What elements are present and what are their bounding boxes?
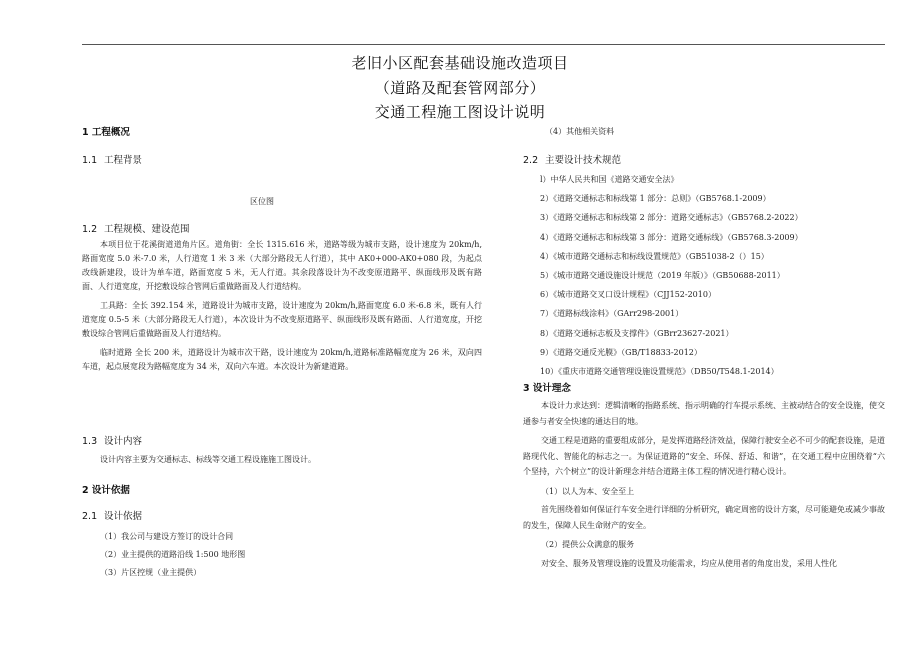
right-body-block (523, 398, 885, 571)
list-item: 4）《道路交通标志和标线第 3 部分：道路交通标线》（GB5768.3-2009） (540, 232, 803, 242)
list-item: 7）《道路标线涂料》（GArr298-2001） (540, 309, 684, 319)
section-1-2-heading (82, 221, 190, 235)
doc-title-line3: 交通工程施工图设计说明 (374, 103, 546, 121)
paragraph-safety: 首先围绕着如何保证行车安全进行详细的分析研究，确定周密的设计方案，尽可能避免或减少事故的发生，保障人民生命财产的安全。 (523, 505, 885, 530)
section-1-heading: 1 工程概况 (82, 127, 130, 138)
paragraph-temporary-road: 临时道路 全长 200 米，道路设计为城市次干路，设计速度为 20km/h,道路标准路幅宽度为 26 米，双向四车道，起点展宽段为路幅宽度为 34 米，双向六车道。本次设计为新建道路。 (82, 348, 482, 371)
list-item: 3）《道路交通标志和标线第 2 部分：道路交通标志》（GB5768.2-2022） (540, 213, 803, 223)
concept-1: （1）以人为本、安全至上 (541, 486, 635, 496)
section-title: 设计依据 (104, 511, 143, 522)
basis-list (100, 528, 245, 582)
list-item: 8）《道路交通标志板及支撑件》（GBrr23627-2021） (540, 328, 734, 338)
paragraph-design-goal: 本设计力求达到：逻辑清晰的指路系统、指示明确的行车提示系统、主被动结合的安全设施，使交通参与者安全快速的通达目的地。 (523, 401, 885, 426)
section-number: 2.1 (82, 511, 98, 522)
section-1-1-heading (82, 152, 142, 166)
list-item: l）中华人民共和国《道路交通安全法》 (540, 175, 679, 184)
section-2-1-heading (82, 508, 142, 522)
section-number: 1.1 (82, 155, 98, 166)
location-map-label: 区位图 (250, 197, 274, 206)
header-rule (82, 44, 885, 45)
paragraph-service: 对安全、服务及管理设施的设置及功能需求，均应从使用者的角度出发，采用人性化 (541, 558, 837, 568)
left-body-block (82, 238, 482, 374)
section-3-heading: 3 设计理念 (523, 383, 571, 394)
basis-item-4: （4）其他相关资料 (545, 127, 615, 136)
list-item: 9）《道路交通反光膜》（GB/T18833-2012） (540, 347, 702, 357)
concept-2: （2）提供公众满意的服务 (541, 540, 635, 549)
list-item: （1）我公司与建设方签订的设计合同 (100, 532, 234, 541)
section-title: 工程规模、建设范围 (104, 224, 190, 235)
doc-title-line2: （道路及配套管网部分） (374, 79, 546, 97)
paragraph-gongju-road: 工具路：全长 392.154 米，道路设计为城市支路，设计速度为 20km/h,路面宽度 6.0 米-6.8 米，既有人行道宽度 0.5-5 米（大部分路段无人行道），本次设计为不改变原道路平、纵面线形及既有路面、人行道宽度，开挖敷设综合管网后重做路面及人行道结构。 (82, 301, 482, 338)
section-2-heading: 2 设计依据 (82, 485, 130, 496)
list-item: 2）《道路交通标志和标线第 1 部分：总则》（GB5768.1-2009） (540, 194, 771, 204)
list-item: 4）《城市道路交通标志和标线设置规范》（GB51038-2（）15） (540, 251, 769, 261)
standards-list (540, 170, 803, 381)
section-2-2-heading (523, 152, 621, 166)
paragraph-traffic-engineering: 交通工程是道路的重要组成部分，是发挥道路经济效益，保障行驶安全必不可少的配套设施，是道路现代化、智能化的标志之一。为保证道路的“安全、环保、舒适、和谐”，在交通工程中应围绕着“六个坚持，六个树立”的设计新理念并结合道路主体工程的情况进行精心设计。 (523, 436, 885, 476)
section-title: 工程背景 (104, 155, 143, 166)
paragraph-design-content: 设计内容主要为交通标志、标线等交通工程设施施工图设计。 (100, 455, 316, 464)
list-item: （2）业主提供的道路沿线 1:500 地形图 (100, 550, 246, 559)
section-number: 1.2 (82, 224, 98, 235)
list-item: 5）《城市道路交通设施设计规范（2019 年版）》（GB50688-2011） (540, 271, 785, 281)
section-1-3-heading (82, 433, 142, 447)
section-title: 主要设计技术规范 (545, 155, 622, 166)
paragraph-daojiao-street: 本项目位于花溪街道道角片区。道角街：全长 1315.616 米，道路等级为城市支路，设计速度为 20km/h,路面宽度 5.0 米-7.0 米，人行道宽 1 米 3 米（大部分路段无人行道），其中 AK0+000-AK0+080 段，为起点改线新建段，设计为单车道，路面宽度 5 米，无人行道。其余段落设计为不改变原道路平、纵面线形及既有路面、人行道宽度，开挖敷设综合管网后重做路面及人行道结构。 (82, 240, 482, 291)
doc-title-line1: 老旧小区配套基础设施改造项目 (351, 54, 569, 72)
section-title: 设计内容 (104, 436, 143, 447)
list-item: （3）片区控规（业主提供） (100, 568, 202, 577)
list-item: 6）《城市道路交叉口设计规程》（CJJ152-2010） (540, 290, 716, 300)
section-number: 2.2 (523, 155, 539, 166)
section-number: 1.3 (82, 436, 98, 447)
list-item: 10）《重庆市道路交通管理设施设置规范》（DB50/T548.1-2014） (540, 367, 779, 377)
